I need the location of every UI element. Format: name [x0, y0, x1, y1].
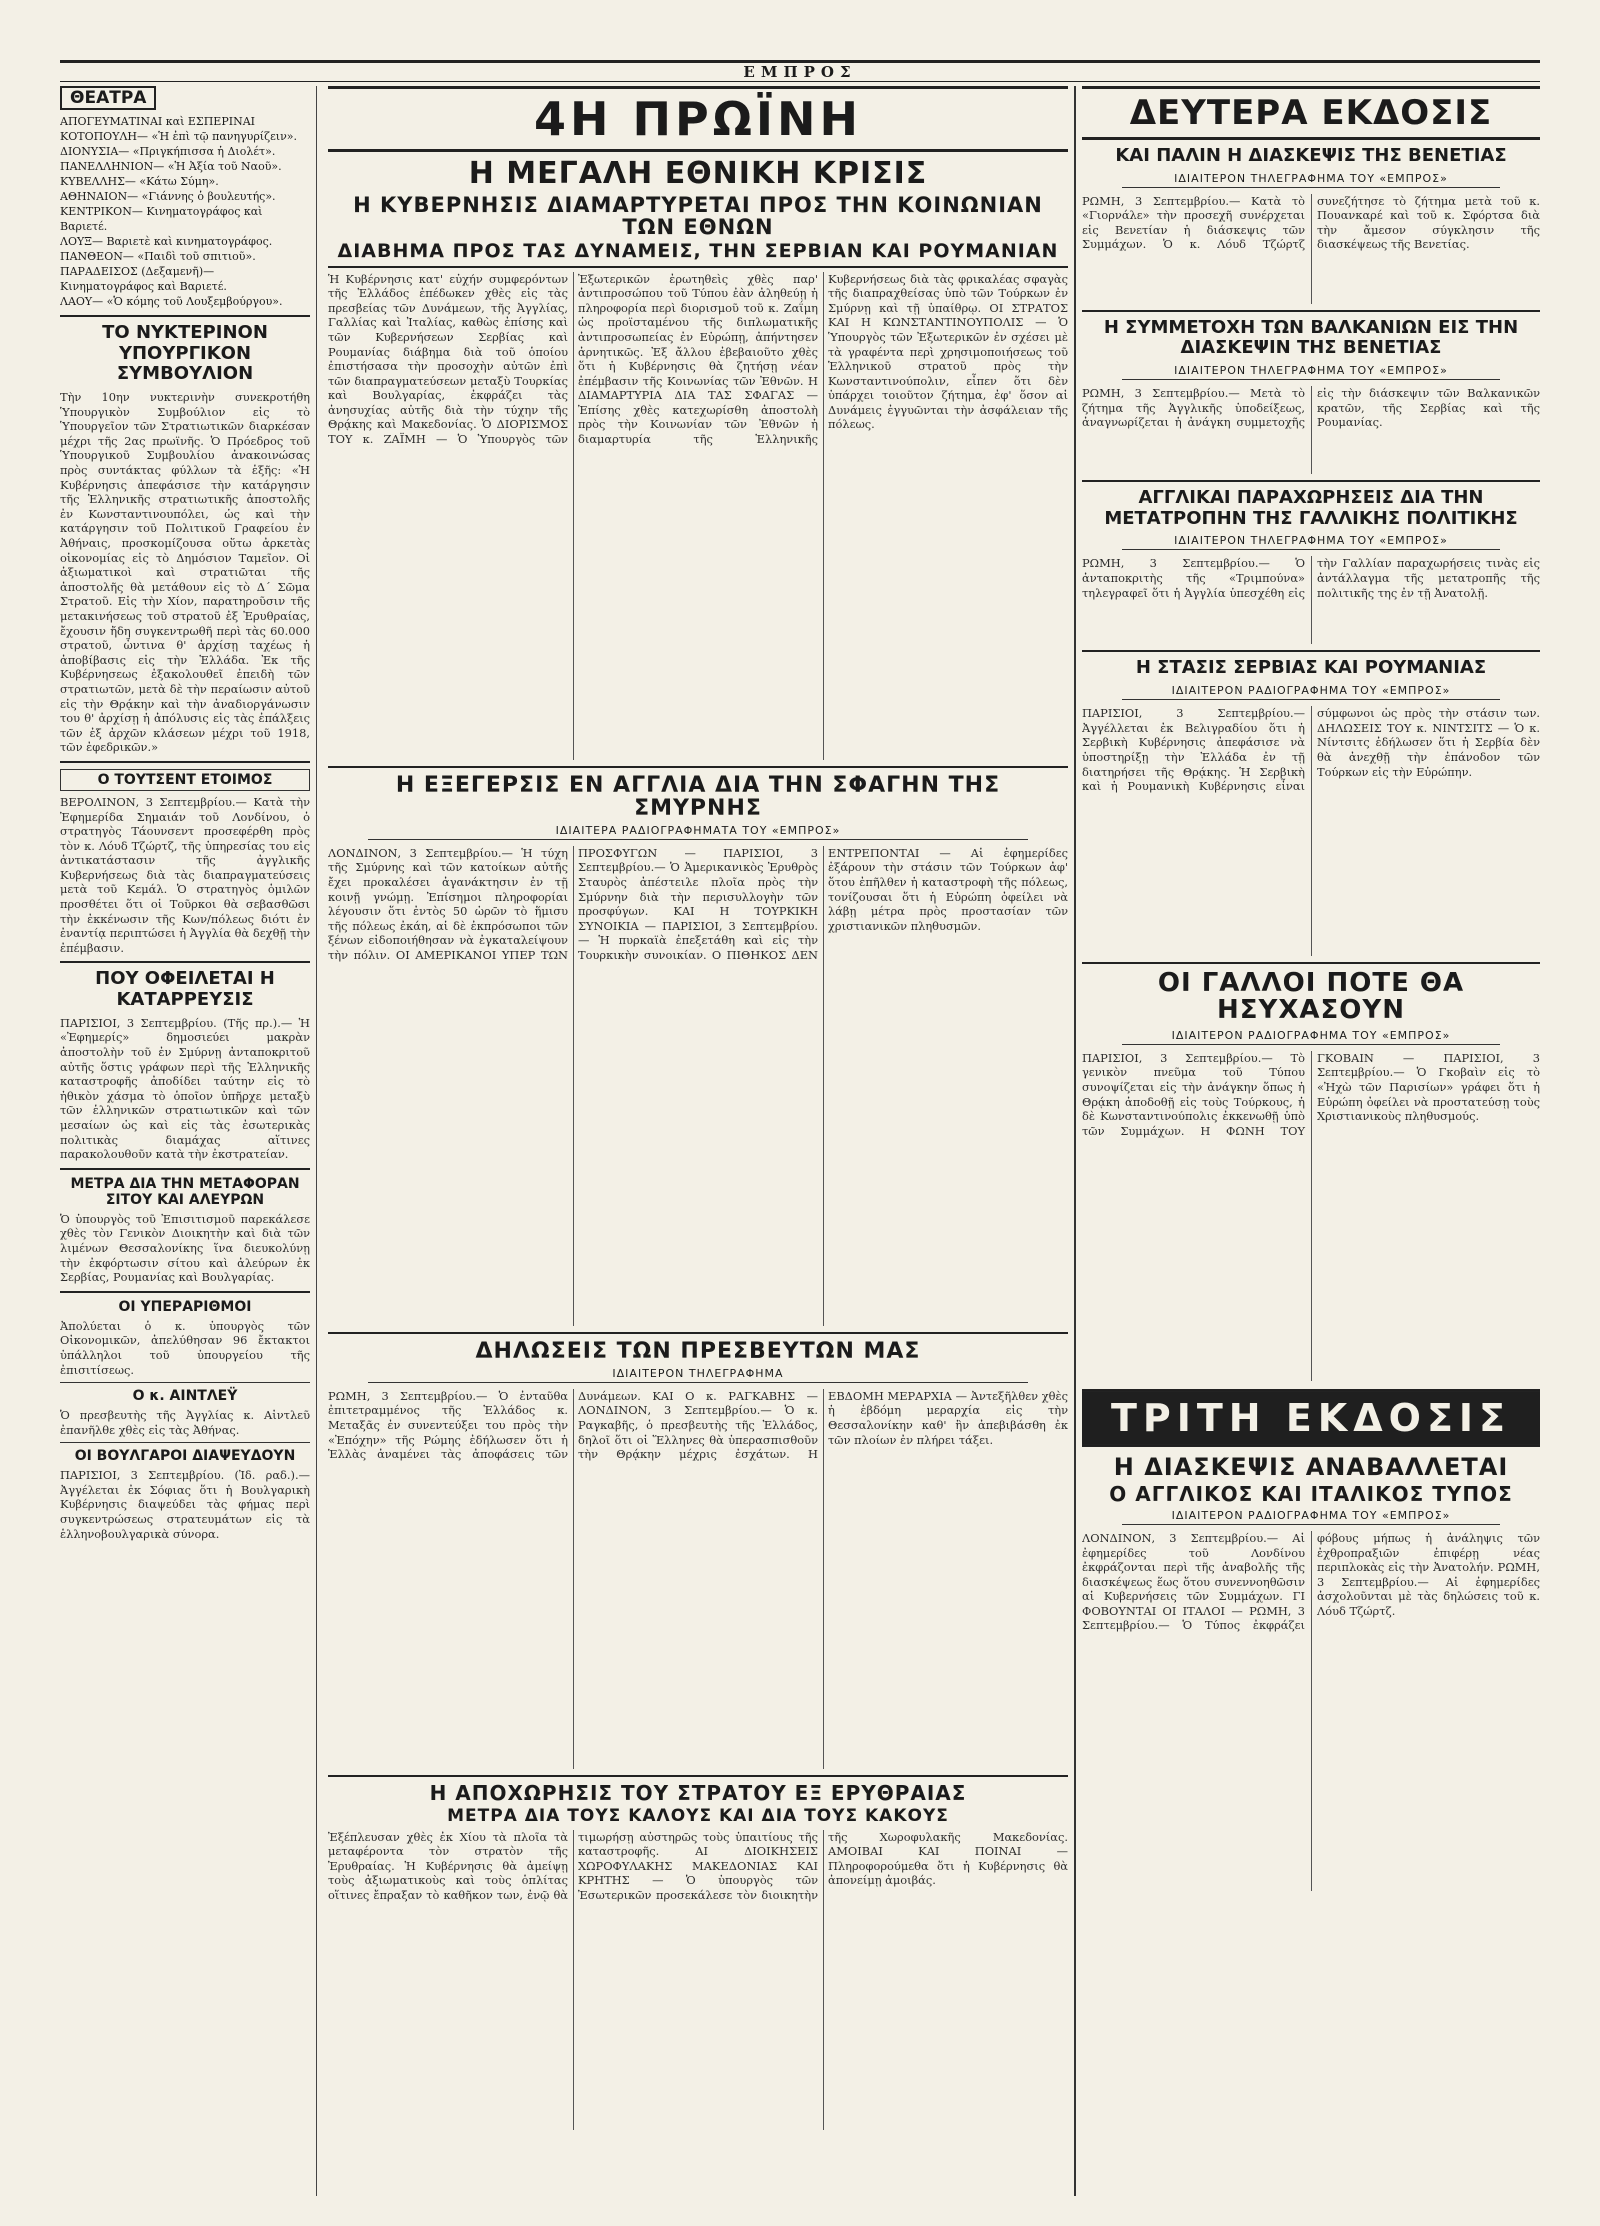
headline-diavima: ΔΙΑΒΗΜΑ ΠΡΟΣ ΤΑΣ ΔΥΝΑΜΕΙΣ, ΤΗΝ ΣΕΡΒΙΑΝ ΚΑΙ ΡΟΥΜΑΝΙΑΝ	[328, 242, 1068, 268]
theatre-line: ΠΑΝΘΕΟΝ— «Παιδὶ τοῦ σπιτιοῦ».	[60, 250, 256, 263]
article-exegersis: ΛΟΝΔΙΝΟΝ, 3 Σεπτεμβρίου.— Ἡ τύχη τῆς Σμύρνης καὶ τῶν κατοίκων αὐτῆς ἔχει προκαλέσει ἀγανάκτησιν ἐν τῇ κοινῇ γνώμῃ. Ἐπίσημοι πληροφορίαι λέγουσιν ὅτι ἐντὸς 50 ὡρῶν τὸ ἥμισυ τῆς πόλεως ἐκάη, αἱ δὲ ἐκπρόσωποι τῶν ξένων εἰδοποιήθησαν νὰ ἐγκαταλείψουν τὴν πόλιν. ΟΙ ΑΜΕΡΙΚΑΝΟΙ ΥΠΕΡ ΤΩΝ ΠΡΟΣΦΥΓΩΝ — ΠΑΡΙΣΙΟΙ, 3 Σεπτεμβρίου.— Ὁ Ἀμερικανικὸς Ἐρυθρὸς Σταυρὸς ἀπέστειλε πλοῖα πρὸς τὴν Σμύρνην διὰ τὴν περισυλλογὴν τῶν προσφύγων. ΚΑΙ Η ΤΟΥΡΚΙΚΗ ΣΥΝΟΙΚΙΑ — ΠΑΡΙΣΙΟΙ, 3 Σεπτεμβρίου.— Ἡ πυρκαϊὰ ἐπεξετάθη καὶ εἰς τὴν Τουρκικὴν συνοικίαν. Ο ΠΙΘΗΚΟΣ ΔΕΝ ΕΝΤΡΕΠΟΝΤΑΙ — Αἱ ἐφημερίδες ἐξάρουν τὴν στάσιν τῶν Τούρκων ἀφ' ὅτου ἐπῆλθεν ἡ καταστροφὴ τῆς πόλεως, τονίζουσαι ὅτι ἡ Εὐρώπη ὀφείλει νὰ λάβῃ μέτρα πρὸς προστασίαν τῶν χριστιανικῶν πληθυσμῶν.	[328, 845, 1068, 962]
headline-aintley: Ο κ. ΑΙΝΤΛΕΫ	[132, 1388, 238, 1405]
masthead: ΕΜΠΡΟΣ	[60, 60, 1540, 82]
theatre-list	[60, 114, 310, 309]
right-column	[1082, 86, 1540, 2196]
headline-diloseis: ΔΗΛΩΣΕΙΣ ΤΩΝ ΠΡΕΣΒΕΥΤΩΝ ΜΑΣ	[475, 1338, 921, 1364]
kicker-stasis: ΙΔΙΑΙΤΕΡΟΝ ΡΑΔΙΟΓΡΑΦΗΜΑ ΤΟΥ «ΕΜΠΡΟΣ»	[1122, 684, 1500, 700]
kicker-typos: ΙΔΙΑΙΤΕΡΟΝ ΡΑΔΙΟΓΡΑΦΗΜΑ ΤΟΥ «ΕΜΠΡΟΣ»	[1122, 1509, 1500, 1525]
article-symmetochi: ΡΩΜΗ, 3 Σεπτεμβρίου.— Μετὰ τὸ ζήτημα τῆς Ἀγγλικῆς ὑποδείξεως, ἀναγνωρίζεται ἡ ἀνάγκη συμμετοχῆς εἰς τὴν διάσκεψιν τῶν Βαλκανικῶν κρατῶν, τῆς Σερβίας καὶ τῆς Ρουμανίας.	[1082, 386, 1540, 430]
kicker-agglikai: ΙΔΙΑΙΤΕΡΟΝ ΤΗΛΕΓΡΑΦΗΜΑ ΤΟΥ «ΕΜΠΡΟΣ»	[1122, 534, 1500, 550]
headline-anavalletai: Η ΔΙΑΣΚΕΨΙΣ ΑΝΑΒΑΛΛΕΤΑΙ	[1113, 1452, 1509, 1481]
theatre-heading: ΘΕΑΤΡΑ	[60, 86, 156, 110]
article-venetias: ΡΩΜΗ, 3 Σεπτεμβρίου.— Κατὰ τὸ «Γιορνάλε» τὴν προσεχῆ συνέρχεται εἰς Βενετίαν ἡ διάσκεψις τῶν Συμμάχων. Ὁ κ. Λόυδ Τζώρτζ συνεζήτησε τὸ ζήτημα μετὰ τοῦ κ. Πουανκαρέ καὶ τοῦ κ. Σφόρτσα διὰ τὴν ἄμεσον σύγκλησιν τῆς διασκέψεως τῆς Βενετίας.	[1082, 193, 1540, 252]
kicker-diloseis: ΙΔΙΑΙΤΕΡΟΝ ΤΗΛΕΓΡΑΦΗΜΑ	[368, 1367, 1028, 1383]
edition-title: 4Η ΠΡΩΪΝΗ	[328, 86, 1068, 152]
article-yperarithmoi: Ἀπολύεται ὁ κ. ὑπουργὸς τῶν Οἰκονομικῶν, ἀπελύθησαν 96 ἔκτακτοι ὑπάλληλοι τοῦ ὑπουργείου τῆς ἐπισιτίσεως.	[60, 1318, 310, 1377]
article-toutsent: ΒΕΡΟΛΙΝΟΝ, 3 Σεπτεμβρίου.— Κατὰ τὴν Ἐφημερίδα Σημαιάν τοῦ Λονδίνου, ὁ στρατηγὸς Τάουνσεντ προσεφέρθη πρὸς τὸν κ. Λόυδ Τζώρτζ, τῆς ὑπηρεσίας του εἰς ἀντικατάστασιν τῆς ἀγγλικῆς Κυβερνήσεως διὰ τὰς διαπραγματεύσεις μετὰ τοῦ Κεμάλ. Ὁ στρατηγὸς ὁμιλῶν προσθέτει ὅτι οἱ Τοῦρκοι θὰ σεβασθῶσι τὴν ἐκκένωσιν τῆς Κων/πόλεως διότι ἐν ἐναντίᾳ περιπτώσει ἡ Ἀγγλία θὰ δεχθῇ τὴν ἐπέμβασιν.	[60, 794, 310, 955]
theatre-line: ΛΑΟΥ— «Ὁ κόμης τοῦ Λουξεμβούργου».	[60, 295, 283, 308]
headline-symmetochi: Η ΣΥΜΜΕΤΟΧΗ ΤΩΝ ΒΑΛΚΑΝΙΩΝ ΕΙΣ ΤΗΝ ΔΙΑΣΚΕΨΙΝ ΤΗΣ ΒΕΝΕΤΙΑΣ	[1103, 316, 1519, 359]
theatre-line: ΠΑΝΕΛΛΗΝΙΟΝ— «Ἡ Ἀξία τοῦ Ναοῦ».	[60, 160, 282, 173]
theatre-line: ΠΑΡΑΔΕΙΣΟΣ (Δεξαμενῆ)— Κινηματογράφος καὶ Βαριετέ.	[60, 265, 227, 293]
headline-galloi: ΟΙ ΓΑΛΛΟΙ ΠΟΤΕ ΘΑ ΗΣΥΧΑΣΟΥΝ	[1157, 968, 1465, 1026]
article-typos: ΛΟΝΔΙΝΟΝ, 3 Σεπτεμβρίου.— Αἱ ἐφημερίδες τοῦ Λονδίνου ἐκφράζονται περὶ τῆς ἀναβολῆς τῆς διασκέψεως ἕως ὅτου συνεννοηθῶσιν αἱ Κυβερνήσεις τῶν Συμμάχων. ΓΙ ΦΟΒΟΥΝΤΑΙ ΟΙ ΙΤΑΛΟΙ — ΡΩΜΗ, 3 Σεπτεμβρίου.— Ὁ Τύπος ἐκφράζει φόβους μήπως ἡ ἀνάληψις τῶν ἐχθροπραξιῶν ἐπιφέρῃ νέας περιπλοκὰς εἰς τὴν Ἀνατολήν. ΡΩΜΗ, 3 Σεπτεμβρίου.— Αἱ ἐφημερίδες ἀσχολοῦνται μὲ τὰς δηλώσεις τοῦ κ. Λόυδ Τζώρτζ.	[1082, 1530, 1540, 1633]
headline-krisis: Η ΜΕΓΑΛΗ ΕΘΝΙΚΗ ΚΡΙΣΙΣ	[468, 156, 928, 191]
theatre-line: ΚΥΒΕΛΛΗΣ— «Κάτω Σύμη».	[60, 175, 219, 188]
article-galloi: ΠΑΡΙΣΙΟΙ, 3 Σεπτεμβρίου.— Τὸ γενικὸν πνεῦμα τοῦ Τύπου συνοψίζεται εἰς τὴν ἀνάγκην ὅπως ἡ Θρᾴκη ἀποδοθῇ εἰς τοὺς Τούρκους, ἡ δὲ Κωνσταντινούπολις ἐκκενωθῇ ὑπὸ τῶν Συμμάχων. Η ΦΩΝΗ ΤΟΥ ΓΚΟΒΑΙΝ — ΠΑΡΙΣΙΟΙ, 3 Σεπτεμβρίου.— Ὁ Γκοβαὶν εἰς τὸ «Ἠχὼ τῶν Παρισίων» γράφει ὅτι ἡ Εὐρώπη ὀφείλει νὰ προστατεύσῃ τοὺς Χριστιανικοὺς πληθυσμούς.	[1082, 1050, 1540, 1138]
headline-agglikai: ΑΓΓΛΙΚΑΙ ΠΑΡΑΧΩΡΗΣΕΙΣ ΔΙΑ ΤΗΝ ΜΕΤΑΤΡΟΠΗΝ ΤΗΣ ΓΑΛΛΙΚΗΣ ΠΟΛΙΤΙΚΗΣ	[1104, 487, 1518, 529]
theatre-line: ΔΙΟΝΥΣΙΑ— «Πριγκήπισσα ἡ Διολέτ».	[60, 145, 276, 158]
article-nykterinon: Τὴν 10ην νυκτερινὴν συνεκροτήθη Ὑπουργικὸν Συμβούλιον εἰς τὸ Ὑπουργεῖον τῶν Στρατιωτικῶν διαρκέσαν μέχρι τῆς 2ας πρωϊνῆς. Ὁ Πρόεδρος τοῦ Ὑπουργικοῦ Συμβουλίου ἀνακοινώσας πρὸς συντάκτας φύλλων τὰ ἑξῆς: «Ἡ Κυβέρνησις ἀπεφάσισε τὴν κατάργησιν τῆς Ἑλληνικῆς στρατιωτικῆς ἀποστολῆς ἐν Κωνσταντινουπόλει, ὡς καὶ τὴν κατάργησιν τοῦ Πολιτικοῦ Γραφείου ἐν Ἀθήναις, προσκομίζουσα οὕτω ἀρκετὰς οἰκονομίας εἰς τὸ Δημόσιον Ταμεῖον. Οἱ ἀξιωματικοὶ καὶ στρατιῶται τῆς ἀποστολῆς θὰ μετάθουν εἰς τὸ Δ΄ Σῶμα Στρατοῦ. Εἰς τὴν Χίον, παρατηροῦσιν τῆς μετακινήσεως τοῦ στρατοῦ ἐξ Ἐρυθραίας, ἔχουσιν ἤδη συγκεντρωθῆ περὶ τὰς 60.000 στρατοῦ, ὧντινα θ' ἀρχίσῃ ταχέως ἡ ἀποβίβασις εἰς τὴν Ἑλλάδα. Ἐκ τῆς Κυβέρνησεως ἐξακολουθεῖ ἐπειδὴ τῶν στρατιωτῶν, μετὰ δὲ τὴν περαίωσιν αὐτοῦ εἰς τὴν Θρᾴκην καὶ τὴν ἀναδιοργάνωσιν του θ' ἀρχίσῃ ἡ ἀπόλυσις εἰς τὰς ἐπάλξεις τῶν ἐξ ἀρχῶν κλάσεων μέχρι τοῦ 1918, τῶν ἐφεδρικῶν.»	[60, 390, 310, 755]
article-diloseis: ΡΩΜΗ, 3 Σεπτεμβρίου.— Ὁ ἐνταῦθα ἐπιτετραμμένος τῆς Ἑλλάδος κ. Μεταξᾶς ἐν συνεντεύξει του πρὸς τὴν «Ἐπόχην» τῆς Ρώμης ἐδήλωσεν ὅτι ἡ Ἑλλὰς ἀναμένει τὰς ἀποφάσεις τῶν Δυνάμεων. ΚΑΙ Ο κ. ΡΑΓΚΑΒΗΣ — ΛΟΝΔΙΝΟΝ, 3 Σεπτεμβρίου.— Ὁ κ. Ραγκαβῆς, ὁ πρεσβευτὴς τῆς Ἑλλάδος, δηλοῖ ὅτι οἱ Ἕλληνες θὰ ὑπερασπισθοῦν τὴν Θρᾴκην μέχρις ἐσχάτων. Η ΕΒΔΟΜΗ ΜΕΡΑΡΧΙΑ — Ἀντεξῆλθεν χθὲς ἡ ἑβδόμη μεραρχία εἰς τὴν Θεσσαλονίκην καθ' ἣν ἀπεβιβάσθη ἐκ τῶν πλοίων ἐν πλήρει τάξει.	[328, 1388, 1068, 1462]
headline-voulgaroi: ΟΙ ΒΟΥΛΓΑΡΟΙ ΔΙΑΨΕΥΔΟΥΝ	[74, 1448, 296, 1465]
article-metra-sitou: Ὁ ὑπουργὸς τοῦ Ἐπισιτισμοῦ παρεκάλεσε χθὲς τὸν Γενικὸν Διοικητὴν καὶ διὰ τῶν λιμένων Θεσσαλονίκης ἵνα διευκολύνῃ τὴν ἐκφόρτωσιν σίτου καὶ ἀλεύρων ἐκ Σερβίας, Ρουμανίας καὶ Βουλγαρίας.	[60, 1211, 310, 1285]
article-krisis: Ἡ Κυβέρνησις κατ' εὐχήν συμφερόντων τῆς Ἑλλάδος ἐπέδωκεν χθὲς εἰς τὰς πρεσβείας τῶν Δυνάμεων, τῆς Ἀγγλίας, Γαλλίας καὶ Ἰταλίας, καθὼς ἐπίσης καὶ τῶν Κυβερνήσεων Σερβίας καὶ Ρουμανίας διάβημα διὰ τοῦ ὁποίου ἐπιστήσασα τὴν προσοχὴν αὐτῶν ἐπὶ τῶν διαπραγματεύσεων μεταξὺ Τουρκίας καὶ Βουλγαρίας, ἐκφράζει τὰς ἀνησυχίας αὐτῆς διὰ τὴν τύχην τῆς Θρᾴκης καὶ Μακεδονίας. Ὁ ΔΙΟΡΙΣΜΟΣ ΤΟΥ κ. ΖΑΪΜΗ — Ὁ Ὑπουργὸς τῶν Ἐξωτερικῶν ἐρωτηθεὶς χθὲς παρ' ἀντιπροσώπου τοῦ Τύπου ἐὰν ἀληθεύῃ ἡ πληροφορία περὶ διορισμοῦ τοῦ κ. Ζαΐμη ὡς προϊσταμένου τῆς διπλωματικῆς ἀντιπροσωπείας ἐν Εὐρώπῃ, ἀπήντησεν ἀρνητικῶς. Ἐξ ἄλλου ἐβεβαιοῦτο χθὲς ὅτι ἡ Κυβέρνησις θὰ ζητήσῃ νέαν ἐπέμβασιν τῆς Κοινωνίας τῶν Ἐθνῶν. Η ΔΙΑΜΑΡΤΥΡΙΑ ΔΙΑ ΤΑΣ ΣΦΑΓΑΣ — Ἐπίσης χθὲς κατεχωρίσθη ἀποστολὴ πρὸς τὴν Κοινωνίαν τῶν Ἐθνῶν ἡ διαμαρτυρία τῆς Ἑλληνικῆς Κυβερνήσεως διὰ τὰς φρικαλέας σφαγὰς τῆς διαπραχθείσας ὑπὸ τῶν Τούρκων ἐν Σμύρνῃ καὶ τῇ ὑπαίθρῳ. ΟΙ ΣΤΡΑΤΟΣ ΚΑΙ Η ΚΩΝΣΤΑΝΤΙΝΟΥΠΟΛΙΣ — Ὁ Ὑπουργὸς τῶν Ἐξωτερικῶν ἐν σχέσει μὲ τὰ γραφέντα περὶ χρησιμοποιήσεως τοῦ Ἑλληνικοῦ στρατοῦ πρὸς τὴν Κωνσταντινούπολιν, εἶπεν ὅτι δὲν ὑπάρχει τοιοῦτον ζήτημα, ἐφ' ὅσον αἱ Δυνάμεις ἐγγυῶνται τὴν ἀσφάλειαν τῆς πόλεως.	[328, 271, 1068, 447]
headline-venetias: ΚΑΙ ΠΑΛΙΝ Η ΔΙΑΣΚΕΨΙΣ ΤΗΣ ΒΕΝΕΤΙΑΣ	[1115, 145, 1507, 166]
headline-nykterinon: ΤΟ ΝΥΚΤΕΡΙΝΟΝ ΥΠΟΥΡΓΙΚΟΝ ΣΥΜΒΟΥΛΙΟΝ	[102, 322, 268, 385]
article-pou-ofeiletai: ΠΑΡΙΣΙΟΙ, 3 Σεπτεμβρίου. (Τῆς πρ.).— Ἡ «Ἐφημερίς» δημοσιεύει μακρὰν ἀποστολὴν τοῦ ἐν Σμύρνῃ ἀνταποκριτοῦ αὐτῆς ὅστις γράφων περὶ τῆς Ἑλληνικῆς καταστροφῆς ἀποδίδει ταύτην εἰς τὸ ἠθικὸν χάσμα τὸ ὁποῖον ὑπῆρχε μεταξὺ τῶν ἑλληνικῶν στρατιωτικῶν καὶ τῶν μεσαίων ὡς καὶ εἰς τὰς ἐσωτερικὰς πολιτικὰς διαμάχας αἵτινες παρακολουθοῦν κατὰ τὴν ἐκστρατείαν.	[60, 1015, 310, 1162]
theatre-line: ΛΟΥΞ— Βαριετὲ καὶ κινηματογράφος.	[60, 235, 273, 248]
third-edition-title: ΤΡΙΤΗ ΕΚΔΟΣΙΣ	[1082, 1389, 1540, 1447]
headline-pou-ofeiletai: ΠΟΥ ΟΦΕΙΛΕΤΑΙ Η ΚΑΤΑΡΡΕΥΣΙΣ	[95, 968, 275, 1011]
headline-toutsent: Ο ΤΟΥΤΣΕΝΤ ΕΤΟΙΜΟΣ	[60, 769, 310, 791]
theatre-line: ΚΟΤΟΠΟΥΛΗ— «Ἡ ἐπὶ τῷ πανηγυρίζειν».	[60, 130, 297, 143]
theatre-line: ΑΘΗΝΑΙΟΝ— «Γιάννης ὁ βουλευτής».	[60, 190, 276, 203]
article-stasis: ΠΑΡΙΣΙΟΙ, 3 Σεπτεμβρίου.— Ἀγγέλλεται ἐκ Βελιγραδίου ὅτι ἡ Σερβικὴ Κυβέρνησις ἀπεφάσισε νὰ ὑποστηρίξῃ τὴν Ἑλλάδα ἐν τῇ διατηρήσει τῆς Θρᾴκης. Ἡ Σερβικὴ καὶ ἡ Ρουμανικὴ Κυβέρνησις εἶναι σύμφωνοι ὡς πρὸς τὴν στάσιν των. ΔΗΛΩΣΕΙΣ ΤΟΥ κ. ΝΙΝΤΣΙΤΣ — Ὁ κ. Νίντσιτς ἐδήλωσεν ὅτι ἡ Σερβία δὲν θὰ ἀνεχθῇ τὴν ἐπάνοδον τῶν Τούρκων εἰς τὴν Εὐρώπην.	[1082, 706, 1540, 794]
kicker-galloi: ΙΔΙΑΙΤΕΡΟΝ ΡΑΔΙΟΓΡΑΦΗΜΑ ΤΟΥ «ΕΜΠΡΟΣ»	[1122, 1029, 1500, 1045]
kicker-exegersis: ΙΔΙΑΙΤΕΡΑ ΡΑΔΙΟΓΡΑΦΗΜΑΤΑ ΤΟΥ «ΕΜΠΡΟΣ»	[368, 824, 1028, 840]
left-column	[60, 86, 317, 2196]
theatre-line: ΑΠΟΓΕΥΜΑΤΙΝΑΙ καὶ ΕΣΠΕΡΙΝΑΙ	[60, 115, 255, 128]
kicker-venetias: ΙΔΙΑΙΤΕΡΟΝ ΤΗΛΕΓΡΑΦΗΜΑ ΤΟΥ «ΕΜΠΡΟΣ»	[1122, 172, 1500, 188]
article-voulgaroi: ΠΑΡΙΣΙΟΙ, 3 Σεπτεμβρίου. (Ἰδ. ραδ.).— Ἀγγέλεται ἐκ Σόφιας ὅτι ἡ Βουλγαρικὴ Κυβέρνησις διαψεύδει τὰς φήμας περὶ συγκεντρώσεως στρατευμάτων εἰς τὰ ἑλληνοβουλγαρικὰ σύνορα.	[60, 1468, 310, 1541]
headline-typos: Ο ΑΓΓΛΙΚΟΣ ΚΑΙ ΙΤΑΛΙΚΟΣ ΤΥΠΟΣ	[1109, 1481, 1513, 1506]
article-agglikai: ΡΩΜΗ, 3 Σεπτεμβρίου.— Ὁ ἀνταποκριτὴς τῆς «Τριμπούνα» τηλεγραφεῖ ὅτι ἡ Ἀγγλία ὑπεσχέθη εἰς τὴν Γαλλίαν παραχωρήσεις τινὰς εἰς ἀντάλλαγμα τῆς μετατροπῆς τῆς πολιτικῆς της ἐν τῇ Ἀνατολῇ.	[1082, 556, 1540, 600]
center-column	[328, 86, 1076, 2196]
headline-exegersis: Η ΕΞΕΓΕΡΣΙΣ ΕΝ ΑΓΓΛΙΑ ΔΙΑ ΤΗΝ ΣΦΑΓΗΝ ΤΗΣ ΣΜΥΡΝΗΣ	[395, 772, 1001, 821]
headline-stasis: Η ΣΤΑΣΙΣ ΣΕΡΒΙΑΣ ΚΑΙ ΡΟΥΜΑΝΙΑΣ	[1135, 657, 1487, 679]
headline-metra-sitou: ΜΕΤΡΑ ΔΙΑ ΤΗΝ ΜΕΤΑΦΟΡΑΝ ΣΙΤΟΥ ΚΑΙ ΑΛΕΥΡΩΝ	[70, 1175, 300, 1208]
kicker-symmetochi: ΙΔΙΑΙΤΕΡΟΝ ΤΗΛΕΓΡΑΦΗΜΑ ΤΟΥ «ΕΜΠΡΟΣ»	[1122, 364, 1500, 380]
theatre-line: ΚΕΝΤΡΙΚΟΝ— Κινηματογράφος καὶ Βαριετέ.	[60, 205, 263, 233]
headline-kyvernisis: Η ΚΥΒΕΡΝΗΣΙΣ ΔΙΑΜΑΡΤΥΡΕΤΑΙ ΠΡΟΣ ΤΗΝ ΚΟΙΝΩΝΙΑΝ ΤΩΝ ΕΘΝΩΝ	[353, 192, 1043, 239]
headline-metra-kalous: ΜΕΤΡΑ ΔΙΑ ΤΟΥΣ ΚΑΛΟΥΣ ΚΑΙ ΔΙΑ ΤΟΥΣ ΚΑΚΟΥΣ	[447, 1805, 949, 1826]
headline-yperarithmoi: ΟΙ ΥΠΕΡΑΡΙΘΜΟΙ	[118, 1298, 252, 1315]
article-aintley: Ὁ πρεσβευτὴς τῆς Ἀγγλίας κ. Αἰντλεῦ ἐπανῆλθε χθὲς εἰς τὰς Ἀθήνας.	[60, 1408, 310, 1437]
headline-apochoriseis: Η ΑΠΟΧΩΡΗΣΙΣ ΤΟΥ ΣΤΡΑΤΟΥ ΕΞ ΕΡΥΘΡΑΙΑΣ	[429, 1780, 967, 1805]
second-edition-title: ΔΕΥΤΕΡΑ ΕΚΔΟΣΙΣ	[1082, 86, 1540, 140]
article-apochoriseis: Ἐξέπλευσαν χθὲς ἐκ Χίου τὰ πλοῖα τὰ μεταφέροντα τὸν στρατὸν τῆς Ἐρυθραίας. Ἡ Κυβέρνησις θὰ ἀμείψῃ τοὺς ἀξιωματικοὺς καὶ τοὺς ὁπλίτας οἵτινες ἔπραξαν τὸ καθῆκον των, ἐνῷ θὰ τιμωρήσῃ αὐστηρῶς τοὺς ὑπαιτίους τῆς καταστροφῆς. ΑΙ ΔΙΟΙΚΗΣΕΙΣ ΧΩΡΟΦΥΛΑΚΗΣ ΜΑΚΕΔΟΝΙΑΣ ΚΑΙ ΚΡΗΤΗΣ — Ὁ ὑπουργὸς τῶν Ἐσωτερικῶν προσεκάλεσε τὸν διοικητὴν τῆς Χωροφυλακῆς Μακεδονίας. ΑΜΟΙΒΑΙ ΚΑΙ ΠΟΙΝΑΙ — Πληροφορούμεθα ὅτι ἡ Κυβέρνησις θὰ ἀπονείμῃ ἀμοιβάς.	[328, 1829, 1068, 1903]
